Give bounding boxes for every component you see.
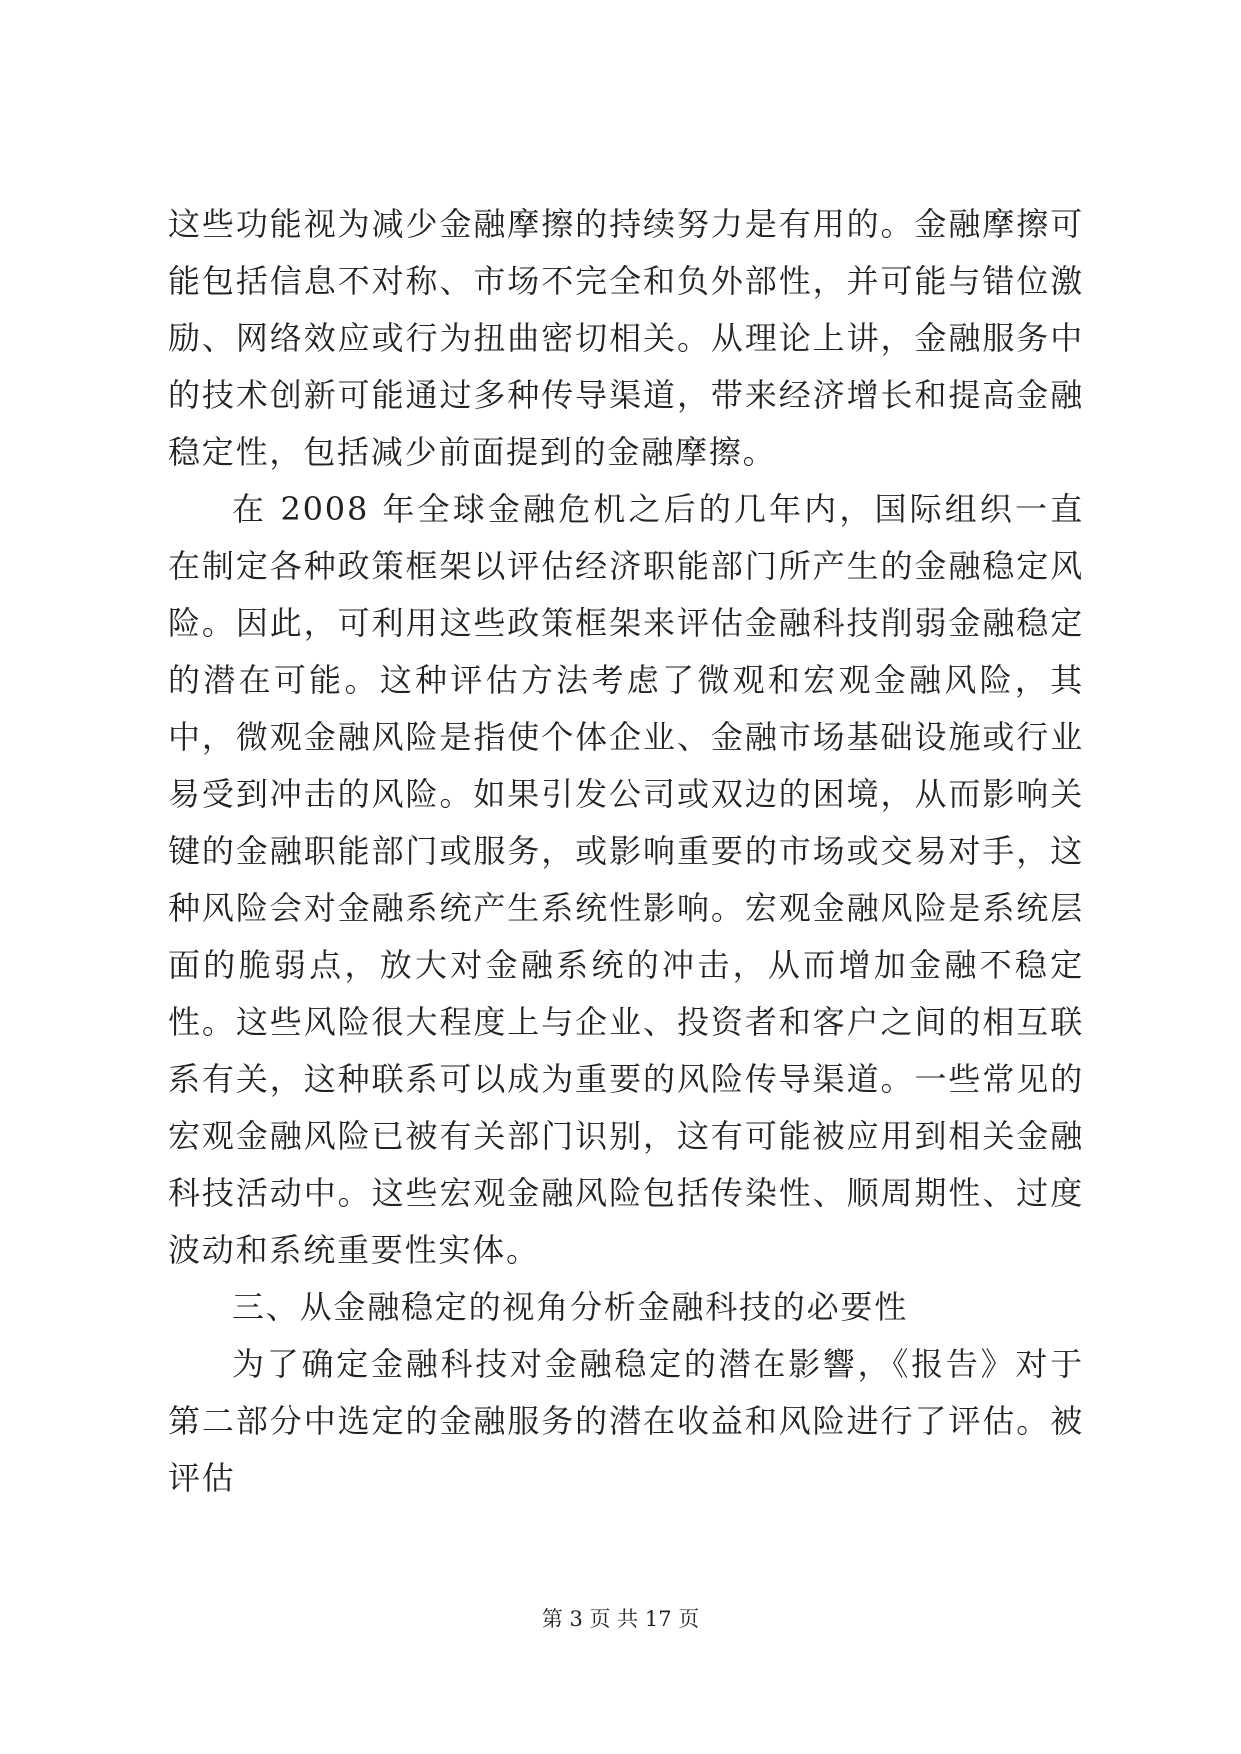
section-heading: 三、从金融稳定的视角分析金融科技的必要性: [232, 1288, 909, 1326]
document-body: [168, 196, 1084, 1507]
paragraph-continuation: 这些功能视为减少金融摩擦的持续努力是有用的。金融摩擦可能包括信息不对称、市场不完全和负外部性，并可能与错位激励、网络效应或行为扭曲密切相关。从理论上讲，金融服务中的技术创新可能通过多种传导渠道，带来经济增长和提高金融稳定性，包括减少前面提到的金融摩擦。: [168, 205, 1084, 471]
paragraph-report-assessment: 为了确定金融科技对金融稳定的潜在影響，《报告》对于第二部分中选定的金融服务的潜在收益和风险进行了评估。被评估: [168, 1345, 1084, 1497]
paragraph-financial-stability-risks: 在 2008 年全球金融危机之后的几年内，国际组织一直在制定各种政策框架以评估经济职能部门所产生的金融稳定风险。因此，可利用这些政策框架来评估金融科技削弱金融稳定的潜在可能。这种评估方法考虑了微观和宏观金融风险，其中，微观金融风险是指使个体企业、金融市场基础设施或行业易受到冲击的风险。如果引发公司或双边的困境，从而影响关键的金融职能部门或服务，或影响重要的市场或交易对手，这种风险会对金融系统产生系统性影响。宏观金融风险是系统层面的脆弱点，放大对金融系统的冲击，从而增加金融不稳定性。这些风险很大程度上与企业、投资者和客户之间的相互联系有关，这种联系可以成为重要的风险传导渠道。一些常见的宏观金融风险已被有关部门识别，这有可能被应用到相关金融科技活动中。这些宏观金融风险包括传染性、顺周期性、过度波动和系统重要性实体。: [168, 490, 1084, 1269]
page-footer: 第 3 页 共 17 页: [541, 1607, 700, 1631]
